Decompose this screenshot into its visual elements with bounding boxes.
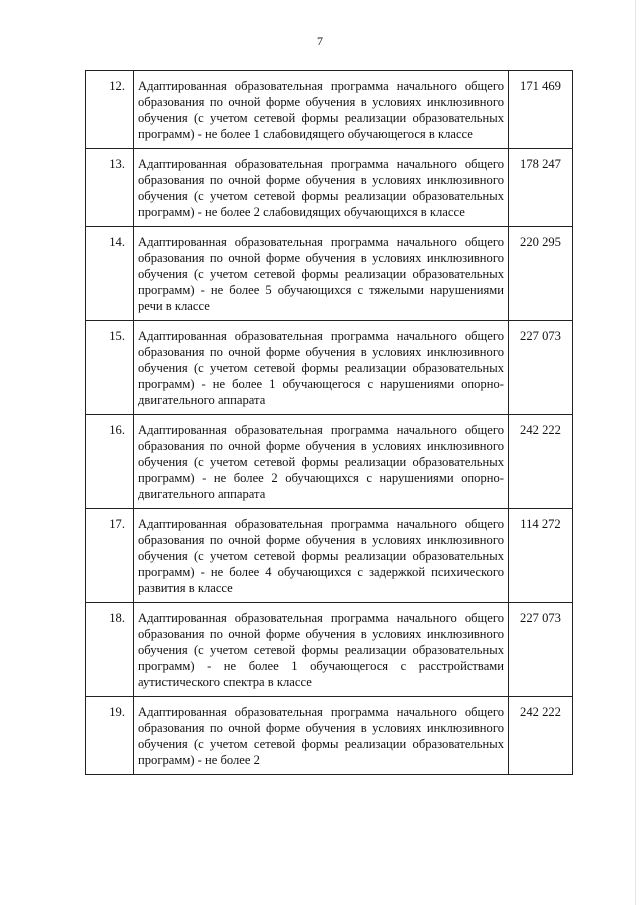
row-description: Адаптированная образовательная программа начального общего образования по очной форме обучения в условиях инклюзивного обучения (с учетом сетевой формы реализации образовательных программ) - не более 1 слабовидящего обучающегося в классе (134, 71, 509, 149)
table-row (86, 149, 573, 227)
row-amount: 227 073 (509, 321, 573, 415)
row-amount: 242 222 (509, 697, 573, 775)
table-row (86, 603, 573, 697)
row-amount: 178 247 (509, 149, 573, 227)
row-number: 13. (86, 149, 134, 227)
table-row (86, 415, 573, 509)
row-description: Адаптированная образовательная программа начального общего образования по очной форме обучения в условиях инклюзивного обучения (с учетом сетевой формы реализации образовательных программ) - не более 5 обучающихся с тяжелыми нарушениями речи в классе (134, 227, 509, 321)
row-description: Адаптированная образовательная программа начального общего образования по очной форме обучения в условиях инклюзивного обучения (с учетом сетевой формы реализации образовательных программ) - не более 1 обучающегося с нарушениями опорно-двигательного аппарата (134, 321, 509, 415)
row-number: 15. (86, 321, 134, 415)
table-row (86, 509, 573, 603)
table-row (86, 697, 573, 775)
row-amount: 114 272 (509, 509, 573, 603)
row-amount: 227 073 (509, 603, 573, 697)
tariff-table (85, 70, 573, 775)
table-row (86, 321, 573, 415)
row-number: 16. (86, 415, 134, 509)
page-number: 7 (317, 34, 323, 48)
row-number: 18. (86, 603, 134, 697)
table-row (86, 227, 573, 321)
row-number: 17. (86, 509, 134, 603)
scan-edge-line (635, 0, 636, 905)
row-number: 19. (86, 697, 134, 775)
row-amount: 220 295 (509, 227, 573, 321)
row-description: Адаптированная образовательная программа начального общего образования по очной форме обучения в условиях инклюзивного обучения (с учетом сетевой формы реализации образовательных программ) - не более 2 (134, 697, 509, 775)
table-row (86, 71, 573, 149)
row-amount: 242 222 (509, 415, 573, 509)
row-number: 14. (86, 227, 134, 321)
row-description: Адаптированная образовательная программа начального общего образования по очной форме обучения в условиях инклюзивного обучения (с учетом сетевой формы реализации образовательных программ) - не более 1 обучающегося с расстройствами аутистического спектра в классе (134, 603, 509, 697)
row-description: Адаптированная образовательная программа начального общего образования по очной форме обучения в условиях инклюзивного обучения (с учетом сетевой формы реализации образовательных программ) - не более 2 обучающихся с нарушениями опорно-двигательного аппарата (134, 415, 509, 509)
row-description: Адаптированная образовательная программа начального общего образования по очной форме обучения в условиях инклюзивного обучения (с учетом сетевой формы реализации образовательных программ) - не более 4 обучающихся с задержкой психического развития в классе (134, 509, 509, 603)
row-number: 12. (86, 71, 134, 149)
row-description: Адаптированная образовательная программа начального общего образования по очной форме обучения в условиях инклюзивного обучения (с учетом сетевой формы реализации образовательных программ) - не более 2 слабовидящих обучающихся в классе (134, 149, 509, 227)
row-amount: 171 469 (509, 71, 573, 149)
